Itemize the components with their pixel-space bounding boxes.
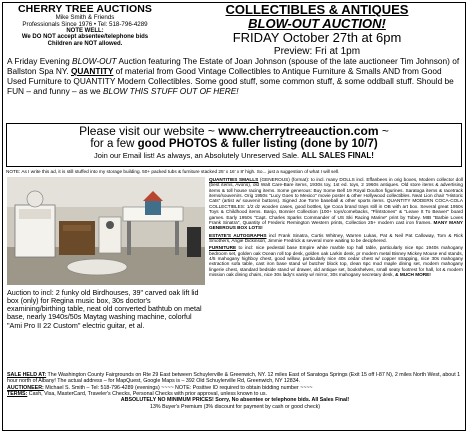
company-owners: Mike Smith & Friends (55, 14, 115, 22)
sale-details (7, 372, 463, 410)
item-description (209, 177, 463, 279)
headline-block (171, 3, 463, 57)
intro-p1: Auction featuring The Estate of Joan Johnson (spouse of the late auctioneer Tim Johnson) of Ballston Spa NY. (7, 56, 460, 77)
intro-tail: BLOW THIS STUFF OUT OF HERE! (102, 86, 239, 97)
autographs-heading: ESTATE'S AUTOGRAPHS (209, 232, 267, 238)
website-tilde: ~ (378, 124, 389, 138)
smalls-tail: MANY MANY GENEROUS BOX LOTS! (209, 219, 463, 231)
note-well-label: NOTE WELL: (66, 28, 104, 35)
items-photo (7, 177, 205, 285)
buyers-premium: 13% Buyer's Premium (3% discount for payment by cash or good check) (150, 403, 320, 410)
intro-paragraph (7, 56, 463, 96)
intro-lead: A Friday Evening (7, 56, 73, 66)
sale-held-text: The Washington County Fairgrounds on Rte 29 East between Schuylerville & Greenwich, NY. 12 miles East of Saratoga Springs (Exit 15 off I-87 N), 2 miles North West, about 1 hour north of Albany! The actual address – for MapQuest, Google Maps is – 392 Old Schuylerville Rd, Greenwich, NY 12834. (7, 372, 461, 385)
auctioneer-label: AUCTIONEER: (7, 384, 44, 391)
smalls-text: (GENEROUS) (format): to incl. many DOLLS incl. Effanbees in orig boxes, Modern collector doll (best items, Avons), old Walt Care-Bare items, 1930s toy, 1st ed. toys, 2 1960s antiques. Old store items & advertising items & toll house racing items. Some generous: Buy Some Bell 19 Royal Doulton figurines. Saratoga items & racetrack items/souvenirs. Orig 1950s "Lucy Goes to Mexico" movie poster & other Hollywood collectibles. Neat Lion chair "Historic Cats" (artist w/ souvenir buttons). Signed Joe Torre baseball & other sports items. QUANTITY MODERN COCA-COLA COLLECTIBLES: 1/2 dz wooden cases, good bottles, lge Coca brand trays still in OB with art box. Several great 1950s Toys & Childhood items. Banjo, Bonnie! Collection (100+ toys/comebacks, "Flintstones" & "Leave It To Beaver" board games. Early 1950s "Capt. Charles Sparks Commander of US Ski Racing Marine" print by Tobey. MIB "Barbie Loves Frank Sinatra", Quantity of Frederic Remington Western prints, Collection 25+ modern cast iron frames. (209, 177, 463, 225)
photos-line (7, 138, 461, 151)
absolute-text: ABSOLUTELY NO MINIMUM PRICES! Sorry, No absentee or telephone bids. All Sales Final! (120, 397, 350, 404)
furniture-tail: & MUCH MORE! (395, 272, 431, 278)
furniture-text: to incl: nice pedestal base Empire white marble top hall table, particularly nice 6pc 1940s mahogany bedroom set, golden oak Ocean roll top desk, golden oak Larkin desk, pr modern metal Bisney Mickey Mouse end stands, 4/5 mahogany highboy chest, good willow, particularly nice 40s cedar chest w/ copper strapping, nice 30s mahogany extraction sofa table, cast iron base stand w/ butcher block top, clean 6pc mod maple dining set, modern mahogany lingerie chest, standard bedside stand w/ drawer, old antique set, bookshelves, small seaty footrest for hall, lot & modern mission oak dining chairs, nice 30s lady's vanity w/ mirror, 30s mahogany secretary desk, (209, 245, 463, 278)
company-name: CHERRY TREE AUCTIONS (17, 3, 153, 15)
email-text: Join our Email list! As always, an Absolutely Unreserved Sale. (94, 150, 302, 160)
photos-lead: for a few (90, 138, 138, 151)
headline-title: COLLECTIBLES & ANTIQUES (225, 2, 409, 17)
storage-note: NOTE: As I write this ad, it is still stuffed into my storage building. 50+ packed tubs & furniture stacked 25' x 16' x 8' high. So... just a suggestion of what I will sell. (6, 169, 340, 174)
sale-location (7, 372, 463, 385)
email-line (7, 151, 461, 161)
absentee-warning: We DO NOT accept absentee/telephone bids (21, 34, 149, 41)
company-block (5, 4, 165, 47)
auction-date: FRIDAY October 27th at 6pm (232, 30, 402, 46)
auction-ad-page (2, 2, 466, 431)
smalls-heading: QUANTITIES SMALLS (209, 177, 259, 182)
autographs-text: incl Frank Sinatra, Curtis Whitney, Warren Lukas, Pat & Neil Pat Calloway, Tom & Rick Smothers, Angie Dickinson, Jimmie Fredrick & several more waiting to be deciphered. (209, 232, 463, 243)
company-since-tel: Professionals Since 1976 • Tel: 518-796-4289 (22, 20, 148, 28)
furniture-paragraph (209, 245, 463, 277)
intro-blowout: BLOW-OUT (72, 56, 117, 66)
photo-caption: Auction to incl: 2 funky old Birdhouses, 39" carved oak lift lid box (only) for Regina music box, 30s doctor's examining/birthing table, neat old converted bathtub on metal base, nearly 1940s/50s Maytag washing machine, colorful "Ami Pro II 22 Custom" electric guitar, et al. (7, 288, 202, 330)
smalls-paragraph (209, 177, 463, 231)
furniture-heading: FURNITURE (209, 245, 237, 251)
preview-time: Preview: Fri at 1pm (273, 46, 361, 58)
website-box (6, 123, 462, 167)
intro-quantity: QUANTITY (70, 66, 114, 77)
website-line (7, 125, 461, 138)
items-photo-illustration (7, 177, 205, 285)
all-sales-final: ALL SALES FINAL! (301, 150, 374, 160)
headline-subtitle: BLOW-OUT AUCTION! (248, 15, 386, 31)
terms-label: TERMS: (7, 391, 28, 398)
auctioneer-text: Michael S. Smith – Tel: 518-796-4289 (evenings) ~~~~ NOTE: Positive ID required to obtain bidding number ~~~~ (43, 384, 313, 391)
ad-header (3, 2, 465, 58)
autographs-paragraph (209, 233, 463, 244)
website-lead: Please visit our website ~ (79, 124, 219, 138)
intro-p2: of material from Good Vintage Collectibles to Antique Furniture & Smalls AND from Good Used Furniture to QUANTITY Modern Collectibles. Some good stuff, some common stuff, & some oddball stuff. Should be FUN – and funny – as we (7, 66, 454, 97)
sale-held-label: SALE HELD AT: (7, 372, 47, 378)
children-warning: Children are NOT allowed. (47, 40, 123, 47)
website-url[interactable]: www.cherrytreeauction.com (218, 124, 379, 138)
photos-text: good PHOTOS & fuller listing (done by 10/7) (137, 138, 378, 151)
terms-text: Cash, Visa, MasterCard, Traveler's Checks, Personal Checks with prior approval, unless known to us. (27, 391, 267, 398)
